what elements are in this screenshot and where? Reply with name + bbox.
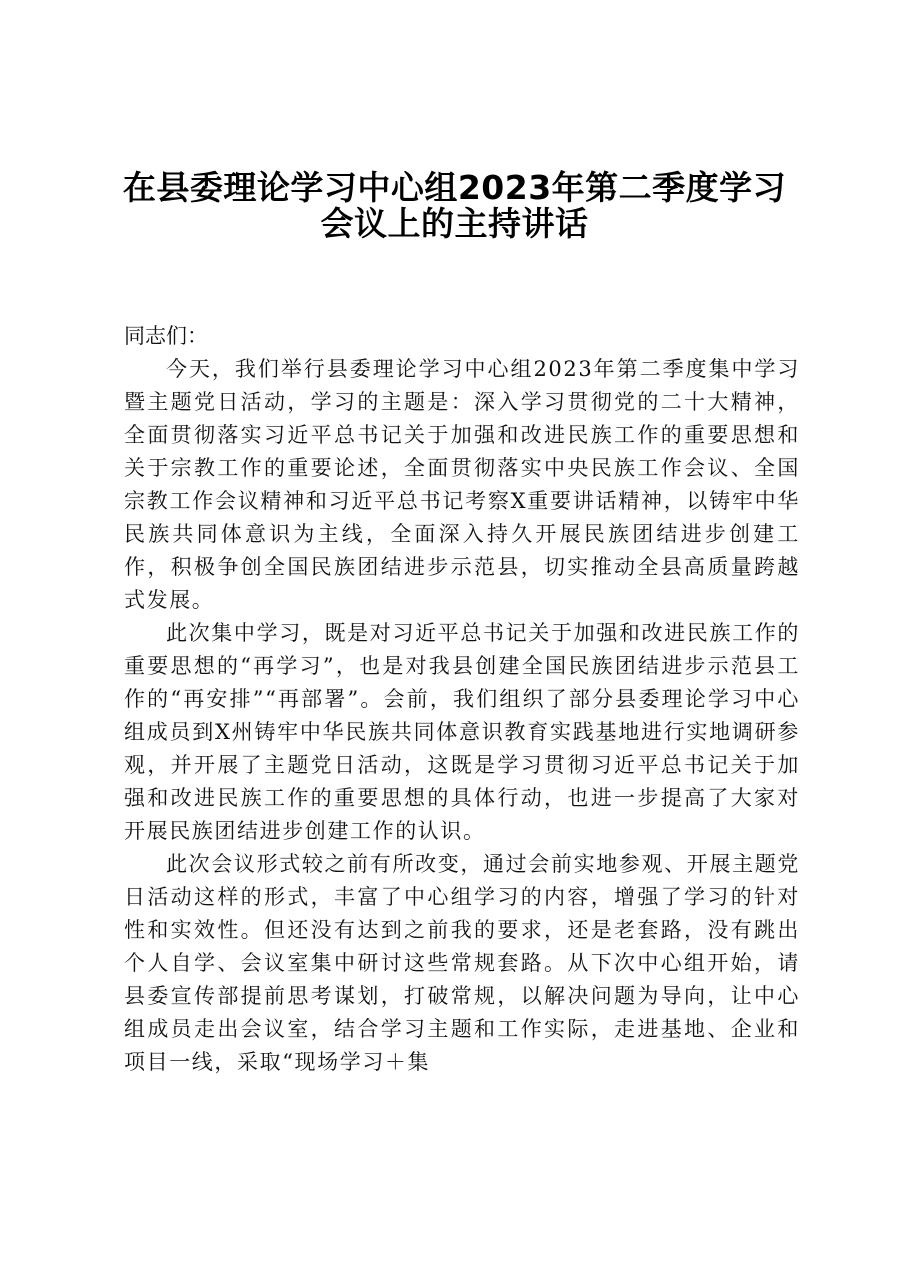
salutation: 同志们：: [124, 324, 208, 348]
paragraph-3: 此次会议形式较之前有所改变，通过会前实地参观、开展主题党日活动这样的形式，丰富了中心组学习的内容，增强了学习的针对性和实效性。但还没有达到之前我的要求，还是老套路，没有跳出个人自学、会议室集中研讨这些常规套路。从下次中心组开始，请县委宣传部提前思考谋划，打破常规，以解决问题为导向，让中心组成员走出会议室，结合学习主题和工作实际，走进基地、企业和项目一线，采取“现场学习＋集: [124, 852, 800, 1074]
document-title-line-1: 在县委理论学习中心组2023年第二季度学习: [122, 168, 787, 207]
paragraph-2: 此次集中学习，既是对习近平总书记关于加强和改进民族工作的重要思想的“再学习”，也是对我县创建全国民族团结进步示范县工作的“再安排”“再部署”。会前，我们组织了部分县委理论学习中心组成员到X州铸牢中华民族共同体意识教育实践基地进行实地调研参观，并开展了主题党日活动，这既是学习贯彻习近平总书记关于加强和改进民族工作的重要思想的具体行动，也进一步提高了大家对开展民族团结进步创建工作的认识。: [124, 621, 800, 843]
paragraph-1: 今天，我们举行县委理论学习中心组2023年第二季度集中学习暨主题党日活动，学习的主题是：深入学习贯彻党的二十大精神，全面贯彻落实习近平总书记关于加强和改进民族工作的重要思想和关于宗教工作的重要论述，全面贯彻落实中央民族工作会议、全国宗教工作会议精神和习近平总书记考察X重要讲话精神，以铸牢中华民族共同体意识为主线，全面深入持久开展民族团结进步创建工作，积极争创全国民族团结进步示范县，切实推动全县高质量跨越式发展。: [124, 357, 800, 612]
document-body: [124, 320, 800, 1079]
document-title-line-2: 会议上的主持讲话: [320, 204, 589, 243]
